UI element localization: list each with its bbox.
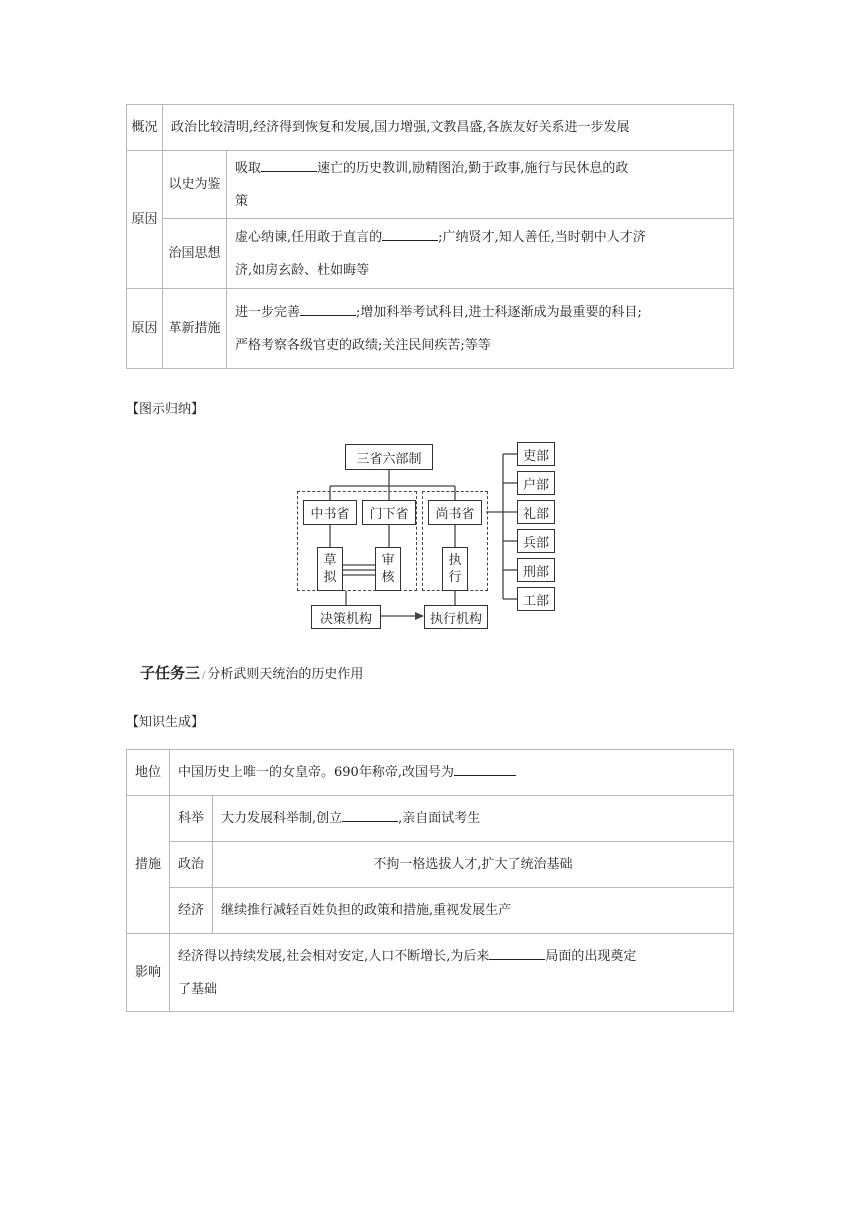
- ministry-box: 户部: [517, 471, 555, 495]
- zhongshu-box: 中书省: [303, 500, 357, 525]
- cell-label-overview: 概况: [127, 105, 163, 151]
- execution-body-box: 执行机构: [424, 605, 488, 629]
- fill-blank[interactable]: [489, 946, 545, 960]
- shangshu-box: 尚书省: [428, 500, 482, 525]
- cell-impact-text: 经济得以持续发展,社会相对安定,人口不断增长,为后来 局面的出现奠定 了基础: [170, 934, 734, 1012]
- menxia-box: 门下省: [362, 500, 416, 525]
- cell-label-measures: 措施: [127, 796, 170, 934]
- ministry-box: 工部: [517, 587, 555, 611]
- subtask-slash: /: [202, 670, 206, 681]
- execute-box: 执 行: [442, 547, 468, 591]
- table-wuzetian: [126, 749, 734, 1012]
- cell-label-reason-2: 原因: [127, 289, 163, 369]
- ministry-box: 礼部: [517, 500, 555, 524]
- subtask-title: 分析武则天统治的历史作用: [207, 667, 364, 682]
- cell-label-exam: 科举: [170, 796, 213, 842]
- cell-reform-text: 进一步完善 ;增加科举考试科目,进士科逐渐成为最重要的科目; 严格考察各级官吏的政绩;关注民间疾苦;等等: [227, 289, 734, 369]
- cell-exam-text: 大力发展科举制,创立 ,亲自面试考生: [213, 796, 734, 842]
- subtask-heading: [140, 662, 363, 683]
- cell-label-governance: 治国思想: [163, 219, 227, 289]
- cell-politics-text: 不拘一格选拔人才,扩大了统治基础: [213, 842, 734, 888]
- cell-governance-text: 虚心纳谏,任用敢于直言的 ;广纳贤才,知人善任,当时朝中人才济 济,如房玄龄、杜如晦等: [227, 219, 734, 289]
- cell-economy-text: 继续推行减轻百姓负担的政策和措施,重视发展生产: [213, 888, 734, 934]
- top-system-box: 三省六部制: [345, 444, 433, 470]
- fill-blank[interactable]: [342, 808, 398, 822]
- ministry-box: 吏部: [517, 442, 555, 466]
- cell-label-impact: 影响: [127, 934, 170, 1012]
- cell-history-lesson-text: 吸取 速亡的历史教训,励精图治,勤于政事,施行与民休息的政 策: [227, 151, 734, 219]
- cell-overview-text: 政治比较清明,经济得到恢复和发展,国力增强,文教昌盛,各族友好关系进一步发展: [163, 105, 734, 151]
- cell-label-history-lesson: 以史为鉴: [163, 151, 227, 219]
- section-title-diagram: 【图示归纳】: [126, 402, 205, 417]
- fill-blank[interactable]: [454, 762, 516, 776]
- ministry-box: 刑部: [517, 558, 555, 582]
- cell-label-status: 地位: [127, 750, 170, 796]
- review-box: 审 核: [375, 547, 401, 591]
- cell-label-reason: 原因: [127, 151, 163, 289]
- ministry-box: 兵部: [517, 529, 555, 553]
- cell-status-text: 中国历史上唯一的女皇帝。690年称帝,改国号为: [170, 750, 734, 796]
- section-title-knowledge: 【知识生成】: [126, 715, 205, 730]
- subtask-label: 子任务三: [140, 664, 201, 682]
- draft-box: 草 拟: [317, 547, 343, 591]
- cell-label-politics: 政治: [170, 842, 213, 888]
- decision-body-box: 决策机构: [311, 605, 381, 629]
- cell-label-economy: 经济: [170, 888, 213, 934]
- cell-label-reform: 革新措施: [163, 289, 227, 369]
